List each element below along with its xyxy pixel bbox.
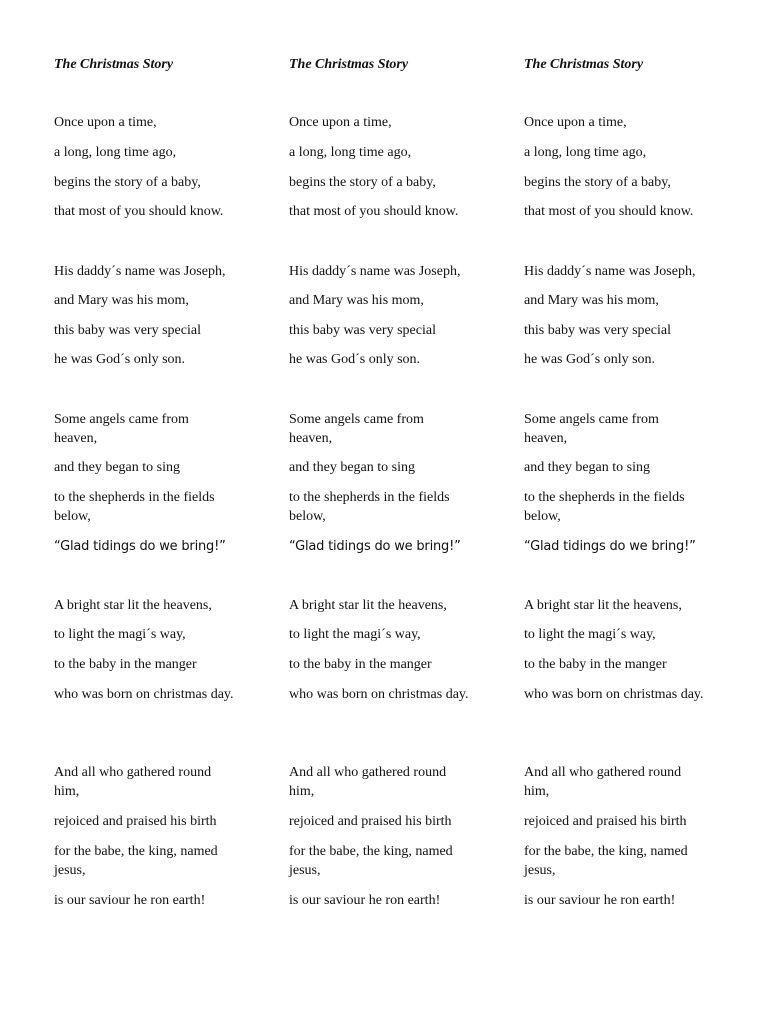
stanza-1-line-2: a long, long time ago, xyxy=(54,145,177,160)
stanza-5-line-1: And all who gathered round him, xyxy=(289,765,447,799)
stanza-5-line-2: rejoiced and praised his birth xyxy=(524,814,687,829)
stanza-4-line-1: A bright star lit the heavens, xyxy=(54,598,212,613)
stanza-2-line-4: he was God´s only son. xyxy=(54,352,186,367)
stanza-3-line-1: Some angels came from heaven, xyxy=(524,412,659,446)
stanza-2-line-2: and Mary was his mom, xyxy=(289,293,424,308)
stanza-1-line-3: begins the story of a baby, xyxy=(289,175,436,190)
stanza-1-line-1: Once upon a time, xyxy=(289,115,392,130)
stanza-3-line-2: and they began to sing xyxy=(524,460,650,475)
stanza-2-line-4: he was God´s only son. xyxy=(524,352,656,367)
stanza-3-line-3: to the shepherds in the fields below, xyxy=(289,490,450,524)
stanza-2-line-2: and Mary was his mom, xyxy=(524,293,659,308)
stanza-5-line-3: for the babe, the king, named jesus, xyxy=(54,844,218,878)
stanza-4-line-2: to light the magi´s way, xyxy=(54,627,186,642)
stanza-1-line-2: a long, long time ago, xyxy=(524,145,647,160)
stanza-2-line-1: His daddy´s name was Joseph, xyxy=(54,264,226,279)
story-title: The Christmas Story xyxy=(289,57,409,72)
stanza-1-line-1: Once upon a time, xyxy=(524,115,627,130)
stanza-3-line-3: to the shepherds in the fields below, xyxy=(524,490,685,524)
stanza-2-line-4: he was God´s only son. xyxy=(289,352,421,367)
stanza-4-line-1: A bright star lit the heavens, xyxy=(289,598,447,613)
stanza-4-line-4: who was born on christmas day. xyxy=(524,687,704,702)
stanza-5-line-2: rejoiced and praised his birth xyxy=(54,814,217,829)
stanza-4-line-2: to light the magi´s way, xyxy=(524,627,656,642)
stanza-2-line-1: His daddy´s name was Joseph, xyxy=(524,264,696,279)
stanza-1-line-1: Once upon a time, xyxy=(54,115,157,130)
stanza-1-line-4: that most of you should know. xyxy=(524,204,694,219)
stanza-2-line-2: and Mary was his mom, xyxy=(54,293,189,308)
stanza-5-line-4: is our saviour he ron earth! xyxy=(524,893,676,908)
stanza-3-line-3: to the shepherds in the fields below, xyxy=(54,490,215,524)
stanza-3-line-1: Some angels came from heaven, xyxy=(289,412,424,446)
stanza-5-line-1: And all who gathered round him, xyxy=(524,765,682,799)
stanza-3-line-4: “Glad tidings do we bring!” xyxy=(54,539,226,554)
stanza-1-line-2: a long, long time ago, xyxy=(289,145,412,160)
stanza-5-line-4: is our saviour he ron earth! xyxy=(289,893,441,908)
stanza-3-line-4: “Glad tidings do we bring!” xyxy=(524,539,696,554)
stanza-5-line-4: is our saviour he ron earth! xyxy=(54,893,206,908)
stanza-2-line-3: this baby was very special xyxy=(524,323,671,338)
stanza-4-line-1: A bright star lit the heavens, xyxy=(524,598,682,613)
stanza-3-line-2: and they began to sing xyxy=(289,460,415,475)
stanza-4-line-3: to the baby in the manger xyxy=(524,657,667,672)
stanza-3-line-4: “Glad tidings do we bring!” xyxy=(289,539,461,554)
stanza-5-line-2: rejoiced and praised his birth xyxy=(289,814,452,829)
stanza-4-line-3: to the baby in the manger xyxy=(54,657,197,672)
stanza-3-line-1: Some angels came from heaven, xyxy=(54,412,189,446)
stanza-1-line-4: that most of you should know. xyxy=(289,204,459,219)
stanza-2-line-3: this baby was very special xyxy=(289,323,436,338)
stanza-5-line-3: for the babe, the king, named jesus, xyxy=(289,844,453,878)
stanza-2-line-1: His daddy´s name was Joseph, xyxy=(289,264,461,279)
stanza-1-line-3: begins the story of a baby, xyxy=(524,175,671,190)
stanza-4-line-4: who was born on christmas day. xyxy=(54,687,234,702)
stanza-1-line-4: that most of you should know. xyxy=(54,204,224,219)
stanza-3-line-2: and they began to sing xyxy=(54,460,180,475)
stanza-4-line-4: who was born on christmas day. xyxy=(289,687,469,702)
stanza-5-line-1: And all who gathered round him, xyxy=(54,765,212,799)
stanza-2-line-3: this baby was very special xyxy=(54,323,201,338)
story-title: The Christmas Story xyxy=(524,57,644,72)
stanza-1-line-3: begins the story of a baby, xyxy=(54,175,201,190)
stanza-4-line-3: to the baby in the manger xyxy=(289,657,432,672)
stanza-4-line-2: to light the magi´s way, xyxy=(289,627,421,642)
stanza-5-line-3: for the babe, the king, named jesus, xyxy=(524,844,688,878)
story-title: The Christmas Story xyxy=(54,57,174,72)
